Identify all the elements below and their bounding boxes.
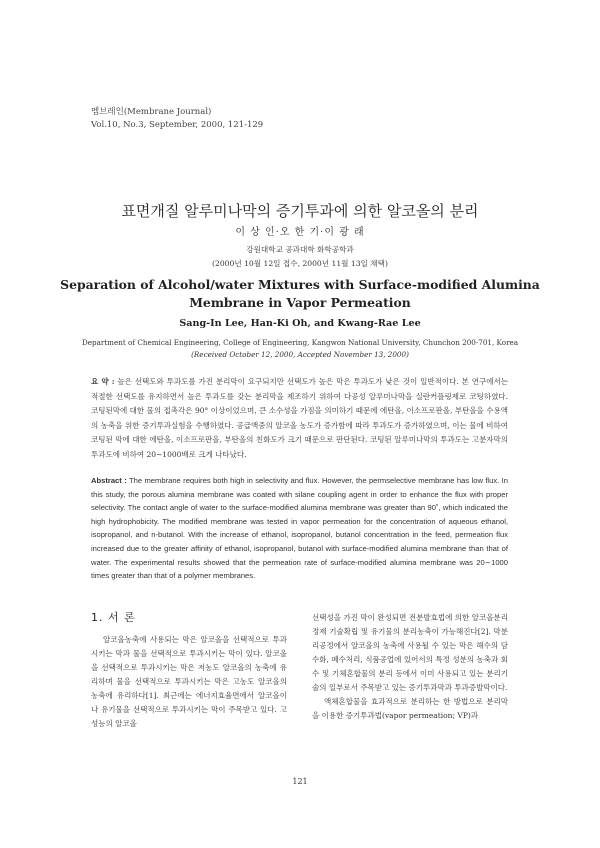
body-paragraph: 알코올농축에 사용되는 막은 알코올을 선택적으로 투과시키는 막과 물을 선택적으로 투과시키는 막이 있다. 알코올을 선택적으로 투과시키는 막은 저농도 알코올의 농축에 유리하며 물을 선택적으로 투과시키는 막은 고농도 알코올의 농축에 유리하다[1]. 최근에는 에너지효율면에서 알코올이나 유기물을 선택적으로 투과시키는 막이 주목받고 있다. 고성능의 알코올 [91,635,287,728]
body-paragraph: 선택성을 가진 막이 완성되면 전분발효법에 의한 알코올분리정제 기술확립 및 유기물의 분리농축이 가능해진다[2]. 막분리공정에서 알코올의 농축에 사용될 수 있는 막은 해수의 담수화, 폐수처리, 식품공업에 있어서의 특정 성분의 농축과 회수 및 기체혼합물의 분리 등에서 이미 사용되고 있는 분리기술의 일부로서 주목받고 있는 증기투과막과 투과증발막이다. [312,613,508,692]
body-column-left [91,611,287,731]
korean-abstract-label: 요 약 : [91,377,115,386]
korean-title: 표면개질 알루미나막의 증기투과에 의한 알코올의 분리 [121,202,479,220]
journal-name: 멤브레인(Membrane Journal) [91,107,212,117]
english-affiliation: Department of Chemical Engineering, College of Engineering, Kangwon National University, Chunchon 200-701, Korea [81,338,519,347]
english-title-line1: Separation of Alcohol/water Mixtures with Surface-modified Alumina [60,277,540,292]
english-title-line2: Membrane in Vapor Permeation [189,295,411,310]
korean-abstract [91,375,508,462]
english-abstract [91,474,508,583]
english-abstract-label: Abstract : [91,476,127,485]
body-paragraph: 액체혼합물을 효과적으로 분리하는 한 방법으로 분리막을 이용한 증기투과법(vapor permeation; VP)과 [312,697,508,720]
section-heading-introduction: 1. 서 론 [91,611,136,624]
english-affiliation-block [0,337,600,361]
korean-abstract-text: 높은 선택도와 투과도를 가진 분리막이 요구되지만 선택도가 높은 막은 투과도가 낮은 것이 일반적이다. 본 연구에서는 적절한 선택도를 유지하면서 높은 투과도를 갖는 분리막을 제조하기 위하여 다공성 알루미나막을 실란커플링제로 코팅하였다. 코팅된막에 대한 물의 접촉각은 90° 이상이었으며, 큰 소수성을 가짐을 의미하기 때문에 에탄올, 이소프로판올, 부탄올을 수용액의 농축을 위한 증기투과실험을 수행하였다. 공급액중의 알코올 농도가 증가함에 따라 투과도가 증가하였으며, 이는 물에 비하여 코팅된 막에 대한 에탄올, 이소프로판올, 부탄올의 친화도가 크기 때문으로 판단된다. 코팅된 알루미나막의 투과도는 고분자막의 투과도에 비하여 20∼1000배로 크게 나타났다. [91,377,508,459]
korean-affiliation-block [0,243,600,271]
english-title [0,276,600,312]
received-dates: (Received October 12, 2000, Accepted November 13, 2000) [191,350,409,359]
korean-authors: 이 상 인·오 한 기·이 광 래 [235,227,365,238]
page-number: 121 [292,777,308,786]
korean-affiliation: 강원대학교 공과대학 화학공학과 [246,245,354,254]
english-abstract-text: The membrane requires both high in selectivity and flux. However, the permselective membrane has low flux. In this study, the porous alumina membrane was coated with silane coupling agent in order to enhance the flux with proper selectivity. The contact angle of water to the surface-modified alumina membrane was greater than 90˚, which indicated the high hydrophobicity. The modified membrane was tested in vapor permeation for the concentration of aqueous ethanol, isopropanol, and n-butanol. With the increase of ethanol, isopropanol, butanol concentration in the feed, permeation flux increased due to the greater affinity of ethanol, isopropanol, butanol with surface-modified alumina membrane than that of water. The experimental results showed that the permeation rate of surface-modified alumina membrane was 20∼1000 times greater than that of a polymer membranes. [91,476,508,581]
body-column-right [312,611,508,723]
journal-header [91,106,263,132]
journal-volume: Vol.10, No.3, September, 2000, 121-129 [91,120,264,130]
korean-dates: (2000년 10월 12일 접수, 2000년 11월 13일 채택) [212,259,388,268]
english-authors: Sang-In Lee, Han-Ki Oh, and Kwang-Rae Lee [179,318,421,329]
